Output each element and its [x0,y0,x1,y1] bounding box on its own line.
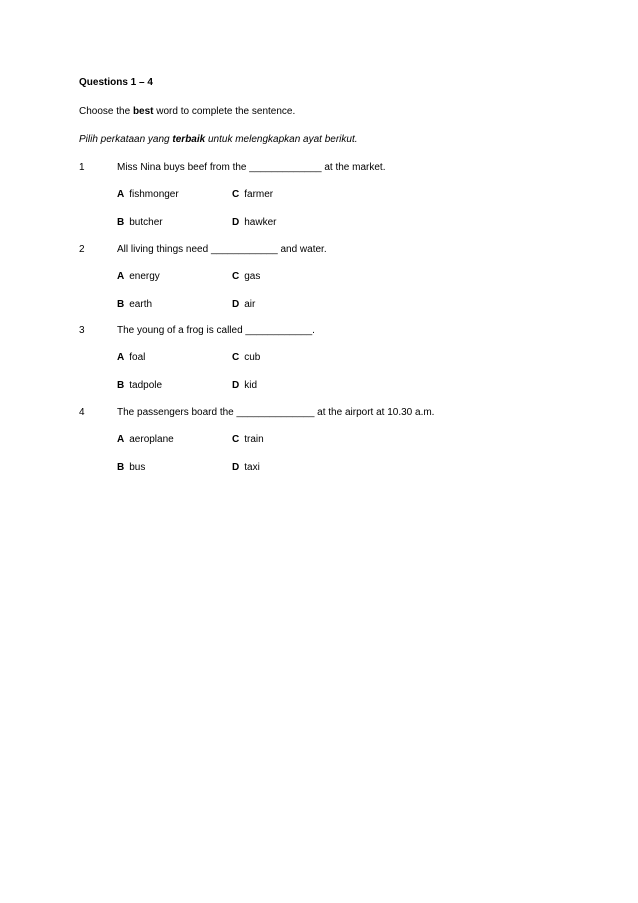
option-text: farmer [244,189,274,200]
option-letter: D [232,462,240,473]
option-text: bus [129,462,146,473]
question-number: 2 [79,244,85,255]
option-text: fishmonger [129,189,179,200]
option-text: earth [129,299,153,310]
option-letter: A [117,434,125,445]
question-number: 3 [79,325,85,336]
option-b [117,299,152,311]
option-letter: A [117,352,125,363]
option-text: kid [244,380,258,391]
option-text: cub [244,352,261,363]
instruction-malay-bold: terbaik [172,134,206,145]
question-number: 4 [79,407,85,418]
instruction-malay-after: untuk melengkapkan ayat berikut. [205,134,358,145]
option-letter: B [117,380,125,391]
option-c [232,352,260,364]
option-text: aeroplane [129,434,174,445]
question-number: 1 [79,162,85,173]
option-c [232,189,273,201]
question-stem: Miss Nina buys beef from the _____________ at the market. [117,162,386,173]
option-letter: C [232,352,240,363]
instruction-english [79,106,295,118]
option-d [232,380,257,392]
option-d [232,462,260,474]
option-text: train [244,434,264,445]
option-letter: B [117,299,125,310]
option-d [232,299,255,311]
option-letter: B [117,462,125,473]
option-letter: B [117,217,125,228]
question-stem: All living things need ____________ and water. [117,244,327,255]
option-d [232,217,276,229]
option-text: energy [129,271,160,282]
option-letter: C [232,271,240,282]
option-letter: D [232,299,240,310]
option-a [117,352,145,364]
option-letter: A [117,189,125,200]
instruction-english-before: Choose the [79,106,133,117]
option-letter: D [232,380,240,391]
option-text: butcher [129,217,163,228]
option-text: taxi [244,462,260,473]
instruction-malay-before: Pilih perkataan yang [79,134,173,145]
option-letter: C [232,434,240,445]
option-text: gas [244,271,261,282]
question-stem: The passengers board the ______________ at the airport at 10.30 a.m. [117,407,435,418]
option-a [117,271,160,283]
option-text: tadpole [129,380,163,391]
option-a [117,434,174,446]
section-heading: Questions 1 – 4 [79,77,153,88]
option-text: foal [129,352,146,363]
option-b [117,462,145,474]
option-letter: A [117,271,125,282]
instruction-malay [79,134,358,146]
option-c [232,271,260,283]
option-b [117,217,163,229]
question-4 [0,407,638,517]
option-text: air [244,299,256,310]
option-text: hawker [244,217,277,228]
question-stem: The young of a frog is called ____________. [117,325,315,336]
instruction-english-bold: best [132,106,154,117]
option-c [232,434,264,446]
option-b [117,380,162,392]
option-letter: C [232,189,240,200]
instruction-english-after: word to complete the sentence. [153,106,296,117]
option-letter: D [232,217,240,228]
option-a [117,189,179,201]
